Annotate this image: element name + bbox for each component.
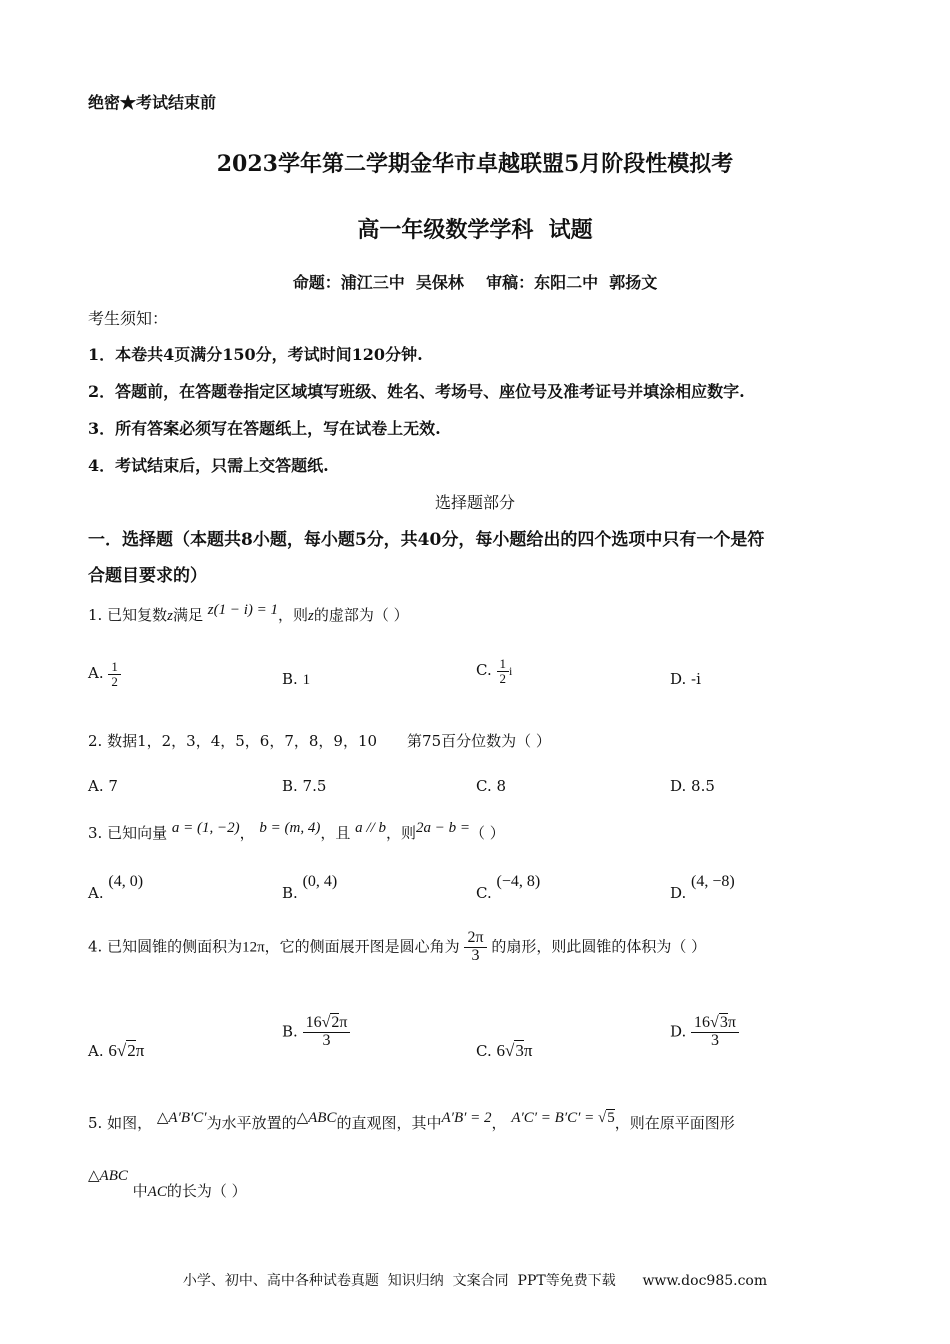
question-4 (88, 930, 706, 965)
option-label: D. (670, 670, 687, 688)
q1-suffix: 的虚部为（ ） (313, 606, 409, 624)
q2-option-a: A. 7 (88, 777, 118, 795)
option-label: A. (88, 1042, 104, 1060)
question-3 (88, 822, 505, 843)
option-value: (−4, 8) (496, 873, 541, 890)
q4-option-d (670, 1015, 739, 1050)
notice-item: 3．所有答案必须写在答题纸上，写在试卷上无效. (88, 419, 441, 438)
q3-suffix: （ ） (470, 824, 505, 842)
option-value: -i (691, 670, 701, 688)
q1-mid: 满足 (172, 606, 203, 624)
option-label: C. (476, 884, 492, 902)
q4-suffix: 的扇形，则此圆锥的体积为（ ） (491, 937, 707, 956)
q1-option-a (88, 660, 121, 688)
option-value: 1 (302, 672, 311, 688)
q1-option-c (476, 657, 512, 685)
q3-option-a (88, 873, 144, 903)
q5-triangle-prime: △A′B′C′ (156, 1110, 207, 1126)
exam-subtitle: 高一年级数学学科 试题 (357, 217, 593, 243)
option-fraction: $\frac{16√3\pi}{3}$ (691, 1015, 739, 1050)
q3-prefix: 3. 已知向量 (88, 824, 168, 842)
option-label: B. (282, 884, 298, 902)
option-label: B. (282, 670, 298, 688)
q4-area: 12π (242, 939, 265, 956)
q1-mid2: ，则 (277, 606, 308, 624)
option-fraction: $\frac{1}{2}$ (108, 660, 121, 688)
q5-mid2: 的直观图，其中 (336, 1114, 442, 1132)
q1-prefix: 1. 已知复数 (88, 606, 168, 624)
q3-option-c (476, 873, 541, 903)
option-fraction: $\frac{16√2\pi}{3}$ (303, 1015, 351, 1050)
q4-option-c (476, 1041, 532, 1061)
notice-item: 1．本卷共4页满分150分，考试时间120分钟. (88, 345, 423, 364)
q1-equation: z(1 − i) = 1 (207, 602, 278, 618)
option-label: A. (88, 884, 104, 902)
option-value: 6√3π (496, 1041, 533, 1060)
exam-title: 2023学年第二学期金华市卓越联盟5月阶段性模拟考 (216, 151, 734, 177)
q5-eq1: A′B′ = 2 (441, 1110, 492, 1126)
q5-mid1: 为水平放置的 (206, 1114, 297, 1132)
q5-triangle: △ABC (296, 1110, 337, 1126)
q3-option-b (282, 873, 338, 903)
option-label: C. (476, 661, 492, 680)
q5-prefix: 5. 如图， (88, 1114, 153, 1132)
exam-credits: 命题：浦江三中 吴保林 审稿：东阳二中 郭扬文 (292, 273, 658, 292)
q3-mid: ，且 (320, 824, 351, 842)
option-value: 6√2π (108, 1041, 145, 1060)
q3-sep: ， (239, 824, 255, 842)
q5-line2 (88, 1168, 247, 1200)
page-footer: 小学、初中、高中各种试卷真题 知识归纳 文案合同 PPT等免费下载 www.doc985.com (182, 1273, 768, 1289)
q4-angle-fraction: $\frac{2\pi}{3}$ (464, 930, 486, 965)
q5-suffix: ，则在原平面图形 (614, 1114, 735, 1132)
q4-prefix: 4. 已知圆锥的侧面积为 (88, 937, 243, 956)
notice-item: 2．答题前，在答题卷指定区域填写班级、姓名、考场号、座位号及准考证号并填涂相应数字. (88, 382, 745, 401)
q5-eq2: A′C′ = B′C′ = √5 (511, 1110, 615, 1126)
section-title: 选择题部分 (434, 493, 515, 512)
question-5 (88, 1112, 735, 1133)
q4-mid: ，它的侧面展开图是圆心角为 (264, 937, 460, 956)
q2-option-c: C. 8 (476, 777, 507, 795)
option-label: D. (670, 884, 687, 902)
question-1 (88, 604, 409, 625)
q1-option-d (670, 670, 701, 688)
question-2: 2. 数据1，2，3，4，5，6，7，8，9，10 第75百分位数为（ ） (88, 732, 551, 750)
q5-line2-mid: 中 (132, 1182, 148, 1200)
option-value: (4, −8) (691, 873, 735, 890)
q3-ask: 2a − b = (416, 820, 471, 836)
q3-vector-b: b = (m, 4) (259, 820, 321, 836)
notice-item: 4．考试结束后，只需上交答题纸. (88, 456, 329, 475)
option-fraction: $\frac{1}{2}$ (497, 657, 510, 685)
q5-sep: ， (491, 1114, 507, 1132)
notice-heading: 考生须知： (88, 309, 169, 328)
q3-vector-a: a = (1, −2) (171, 820, 240, 836)
part1-heading: 一．选择题（本题共8小题，每小题5分，共40分，每小题给出的四个选项中只有一个是符 (88, 530, 765, 550)
option-label: C. (476, 1042, 492, 1060)
option-unit: i (509, 664, 513, 679)
q3-option-d (670, 873, 735, 903)
option-value: (4, 0) (108, 873, 144, 890)
confidential-label: 绝密★考试结束前 (88, 93, 217, 112)
q4-option-b (282, 1015, 350, 1050)
q4-option-a (88, 1041, 144, 1061)
q3-mid2: ，则 (386, 824, 417, 842)
q2-option-b: B. 7.5 (282, 777, 327, 795)
part1-heading-cont: 合题目要求的） (88, 566, 207, 586)
q5-line2-var: AC (147, 1184, 167, 1200)
q1-var: z (167, 608, 173, 624)
q1-option-b (282, 670, 310, 689)
q3-parallel: a // b (355, 820, 386, 836)
q5-line2-suffix: 的长为（ ） (166, 1182, 247, 1200)
q2-option-d: D. 8.5 (670, 777, 715, 795)
q1-var2: z (308, 608, 314, 624)
option-label: A. (88, 664, 104, 683)
option-label: B. (282, 1022, 298, 1041)
option-value: (0, 4) (302, 873, 338, 890)
q5-line2-triangle: △ABC (88, 1168, 128, 1184)
option-label: D. (670, 1022, 687, 1041)
